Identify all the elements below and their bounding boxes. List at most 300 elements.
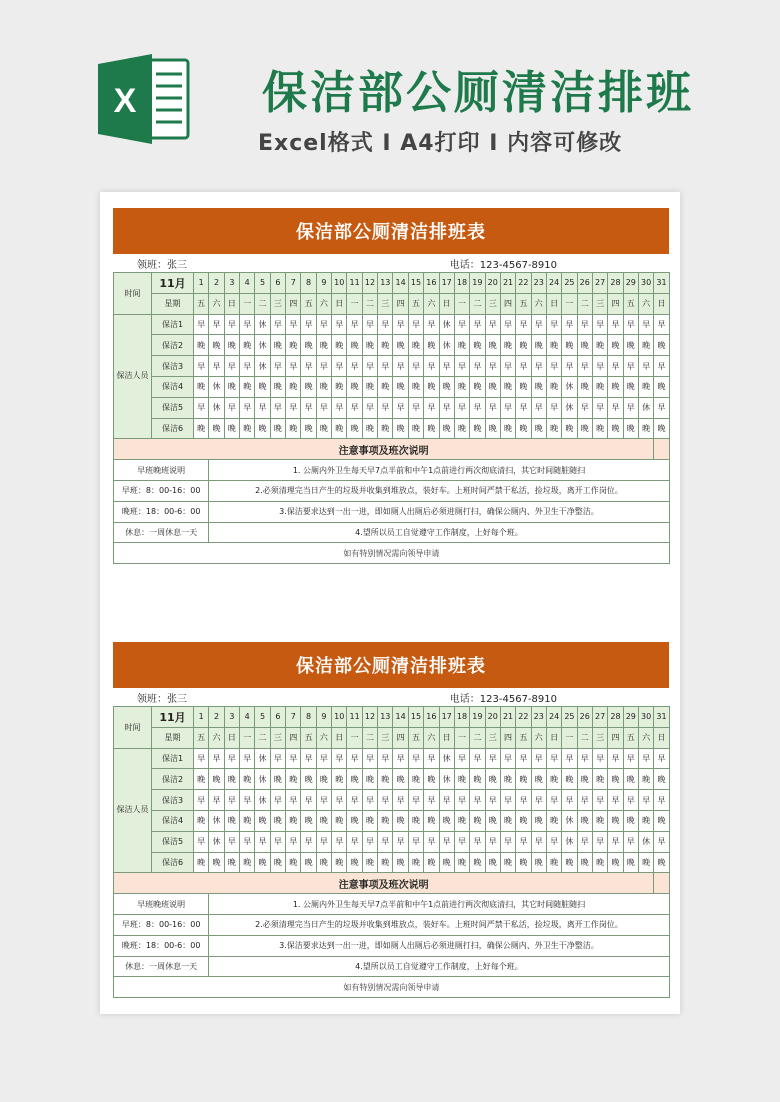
meta-row	[113, 254, 669, 272]
shift-cell: 早	[608, 748, 623, 769]
weekday-cell: 五	[408, 727, 423, 748]
day-cell: 25	[562, 707, 577, 728]
weekday-cell: 四	[500, 293, 515, 314]
shift-cell: 晚	[608, 335, 623, 356]
shift-cell: 晚	[378, 376, 393, 397]
shift-cell: 晚	[301, 376, 316, 397]
shift-cell: 晚	[592, 335, 607, 356]
shift-cell: 晚	[546, 418, 561, 439]
staff-name: 保洁2	[152, 769, 194, 790]
shift-cell: 晚	[500, 376, 515, 397]
shift-cell: 早	[408, 790, 423, 811]
shift-cell: 早	[439, 356, 454, 377]
shift-cell: 晚	[577, 335, 592, 356]
shift-cell: 晚	[562, 335, 577, 356]
note-label: 早班：8：00-16：00	[114, 914, 209, 935]
shift-cell: 晚	[531, 852, 546, 873]
shift-cell: 晚	[347, 810, 362, 831]
shift-cell: 早	[546, 314, 561, 335]
day-cell: 8	[301, 273, 316, 294]
day-cell: 5	[255, 707, 270, 728]
note-text: 1. 公厕内外卫生每天早7点半前和中午1点前进行两次彻底清扫，其它时间随脏随扫	[209, 460, 669, 481]
weekday-cell: 二	[362, 293, 377, 314]
notes-title: 注意事项及班次说明	[114, 873, 654, 894]
staff-group-label: 保洁人员	[114, 314, 152, 439]
shift-cell: 早	[270, 314, 285, 335]
shift-cell: 早	[378, 314, 393, 335]
shift-cell: 早	[255, 831, 270, 852]
shift-cell: 晚	[347, 376, 362, 397]
shift-cell: 早	[516, 314, 531, 335]
shift-cell: 晚	[270, 376, 285, 397]
note-label: 早班晚班说明	[114, 894, 209, 915]
shift-cell: 休	[638, 397, 653, 418]
table-row	[114, 831, 670, 852]
shift-cell: 晚	[362, 810, 377, 831]
shift-cell: 晚	[270, 335, 285, 356]
shift-cell: 早	[485, 356, 500, 377]
day-cell: 2	[209, 707, 224, 728]
shift-cell: 早	[562, 790, 577, 811]
shift-cell: 晚	[240, 418, 255, 439]
weekday-cell: 五	[623, 727, 638, 748]
shift-cell: 晚	[424, 769, 439, 790]
shift-cell: 晚	[286, 810, 301, 831]
shift-cell: 晚	[270, 810, 285, 831]
shift-cell: 早	[516, 748, 531, 769]
shift-cell: 晚	[240, 376, 255, 397]
shift-cell: 晚	[194, 852, 209, 873]
shift-cell: 晚	[301, 852, 316, 873]
shift-cell: 早	[592, 397, 607, 418]
weekday-cell: 四	[500, 727, 515, 748]
shift-cell: 休	[255, 335, 270, 356]
day-cell: 14	[393, 707, 408, 728]
weekday-cell: 四	[608, 293, 623, 314]
shift-cell: 晚	[316, 769, 331, 790]
day-cell: 30	[638, 273, 653, 294]
note-text: 2.必须清理完当日产生的垃圾并收集到堆放点，装好车。上班时间严禁干私活，捡垃圾，离开工作岗位。	[209, 480, 669, 501]
shift-cell: 早	[638, 748, 653, 769]
shift-cell: 晚	[592, 418, 607, 439]
shift-cell: 早	[516, 790, 531, 811]
weekday-cell: 二	[470, 293, 485, 314]
shift-cell: 早	[316, 314, 331, 335]
shift-cell: 早	[608, 314, 623, 335]
shift-cell: 晚	[362, 769, 377, 790]
day-cell: 24	[546, 273, 561, 294]
shift-cell: 晚	[316, 376, 331, 397]
shift-cell: 早	[638, 314, 653, 335]
weekday-cell: 一	[347, 727, 362, 748]
day-cell: 2	[209, 273, 224, 294]
note-row	[114, 894, 670, 915]
weekday-cell: 四	[393, 293, 408, 314]
shift-cell: 晚	[577, 376, 592, 397]
note-text: 2.必须清理完当日产生的垃圾并收集到堆放点，装好车。上班时间严禁干私活，捡垃圾，离开工作岗位。	[209, 914, 669, 935]
note-row	[114, 914, 670, 935]
shift-cell: 晚	[270, 769, 285, 790]
weekday-cell: 六	[638, 727, 653, 748]
weekday-label: 星期	[152, 727, 194, 748]
weekday-cell: 三	[270, 727, 285, 748]
page-title: 保洁部公厕清洁排班	[262, 66, 695, 119]
shift-cell: 晚	[301, 335, 316, 356]
shift-cell: 早	[500, 831, 515, 852]
table-row	[114, 314, 670, 335]
shift-cell: 休	[638, 831, 653, 852]
shift-cell: 早	[224, 397, 239, 418]
weekday-cell: 五	[301, 293, 316, 314]
day-cell: 23	[531, 273, 546, 294]
shift-cell: 早	[301, 397, 316, 418]
shift-cell: 早	[516, 831, 531, 852]
shift-cell: 晚	[485, 335, 500, 356]
shift-cell: 早	[224, 314, 239, 335]
table-row	[114, 335, 670, 356]
shift-cell: 晚	[500, 769, 515, 790]
weekday-cell: 五	[516, 727, 531, 748]
shift-cell: 早	[562, 314, 577, 335]
shift-cell: 休	[439, 335, 454, 356]
shift-cell: 晚	[347, 418, 362, 439]
shift-cell: 晚	[654, 335, 669, 356]
shift-cell: 晚	[546, 335, 561, 356]
shift-cell: 早	[454, 790, 469, 811]
shift-cell: 晚	[362, 418, 377, 439]
shift-cell: 早	[623, 831, 638, 852]
shift-cell: 晚	[393, 852, 408, 873]
shift-cell: 早	[408, 397, 423, 418]
shift-cell: 晚	[562, 418, 577, 439]
shift-cell: 早	[500, 356, 515, 377]
note-row	[114, 460, 670, 481]
shift-cell: 早	[301, 748, 316, 769]
shift-cell: 早	[240, 397, 255, 418]
shift-cell: 晚	[592, 376, 607, 397]
day-cell: 27	[592, 707, 607, 728]
table-row	[114, 356, 670, 377]
shift-cell: 早	[500, 314, 515, 335]
shift-cell: 晚	[424, 335, 439, 356]
shift-cell: 早	[316, 790, 331, 811]
shift-cell: 休	[255, 356, 270, 377]
shift-cell: 早	[454, 397, 469, 418]
weekday-cell: 二	[577, 293, 592, 314]
weekday-cell: 日	[546, 293, 561, 314]
shift-cell: 早	[270, 831, 285, 852]
day-cell: 21	[500, 707, 515, 728]
shift-cell: 晚	[301, 810, 316, 831]
shift-cell: 早	[224, 748, 239, 769]
staff-name: 保洁4	[152, 376, 194, 397]
shift-cell: 晚	[485, 810, 500, 831]
shift-cell: 晚	[531, 418, 546, 439]
shift-cell: 早	[608, 397, 623, 418]
note-label: 早班：8：00-16：00	[114, 480, 209, 501]
day-cell: 22	[516, 707, 531, 728]
shift-cell: 晚	[500, 335, 515, 356]
shift-cell: 休	[439, 769, 454, 790]
shift-cell: 晚	[286, 335, 301, 356]
weekday-row	[114, 293, 670, 314]
shift-cell: 晚	[209, 852, 224, 873]
shift-cell: 早	[623, 790, 638, 811]
shift-cell: 早	[439, 831, 454, 852]
staff-name: 保洁5	[152, 397, 194, 418]
shift-cell: 早	[485, 314, 500, 335]
weekday-cell: 五	[301, 727, 316, 748]
weekday-cell: 三	[378, 293, 393, 314]
shift-cell: 休	[255, 769, 270, 790]
shift-cell: 早	[470, 790, 485, 811]
shift-cell: 早	[194, 314, 209, 335]
weekday-cell: 日	[224, 727, 239, 748]
shift-cell: 晚	[255, 810, 270, 831]
shift-cell: 早	[485, 748, 500, 769]
shift-cell: 晚	[393, 376, 408, 397]
weekday-cell: 日	[332, 727, 347, 748]
weekday-cell: 二	[470, 727, 485, 748]
note-row	[114, 935, 670, 956]
shift-cell: 早	[362, 397, 377, 418]
shift-cell: 早	[378, 748, 393, 769]
shift-cell: 早	[209, 790, 224, 811]
shift-cell: 早	[378, 356, 393, 377]
shift-cell: 早	[623, 314, 638, 335]
shift-cell: 早	[439, 397, 454, 418]
day-cell: 11	[347, 273, 362, 294]
shift-cell: 晚	[408, 418, 423, 439]
shift-cell: 晚	[424, 810, 439, 831]
shift-cell: 晚	[378, 335, 393, 356]
shift-cell: 早	[270, 790, 285, 811]
shift-cell: 晚	[378, 810, 393, 831]
shift-cell: 晚	[623, 376, 638, 397]
shift-cell: 早	[408, 748, 423, 769]
shift-cell: 早	[470, 748, 485, 769]
shift-cell: 早	[470, 314, 485, 335]
note-text: 3.保洁要求达到一出一进，即如厕人出厕后必须进厕打扫，确保公厕内、外卫生干净整洁。	[209, 935, 669, 956]
staff-name: 保洁3	[152, 356, 194, 377]
shift-cell: 晚	[316, 418, 331, 439]
shift-cell: 早	[454, 831, 469, 852]
shift-cell: 晚	[638, 852, 653, 873]
shift-cell: 早	[623, 397, 638, 418]
shift-cell: 早	[623, 748, 638, 769]
shift-cell: 晚	[531, 335, 546, 356]
shift-cell: 晚	[362, 335, 377, 356]
shift-cell: 晚	[638, 376, 653, 397]
table-row	[114, 376, 670, 397]
shift-cell: 早	[500, 397, 515, 418]
shift-cell: 晚	[286, 769, 301, 790]
day-cell: 7	[286, 273, 301, 294]
note-text: 4.望所以员工自觉遵守工作制度，上好每个班。	[209, 956, 669, 977]
meta-row	[113, 688, 669, 706]
shift-cell: 晚	[378, 769, 393, 790]
shift-cell: 早	[577, 356, 592, 377]
weekday-cell: 三	[270, 293, 285, 314]
shift-cell: 早	[439, 790, 454, 811]
note-text: 4.望所以员工自觉遵守工作制度，上好每个班。	[209, 522, 669, 543]
day-cell: 4	[240, 707, 255, 728]
shift-cell: 晚	[408, 810, 423, 831]
shift-cell: 晚	[194, 418, 209, 439]
shift-cell: 早	[546, 748, 561, 769]
weekday-cell: 一	[454, 727, 469, 748]
shift-cell: 晚	[454, 418, 469, 439]
shift-cell: 晚	[562, 769, 577, 790]
shift-cell: 早	[378, 831, 393, 852]
shift-cell: 晚	[316, 335, 331, 356]
shift-cell: 休	[562, 397, 577, 418]
shift-cell: 晚	[347, 769, 362, 790]
shift-cell: 早	[592, 790, 607, 811]
day-cell: 17	[439, 273, 454, 294]
shift-cell: 休	[439, 748, 454, 769]
sheet-title: 保洁部公厕清洁排班表	[113, 642, 669, 688]
shift-cell: 晚	[470, 810, 485, 831]
notes-header-end	[654, 873, 669, 894]
weekday-cell: 一	[562, 293, 577, 314]
shift-cell: 晚	[255, 376, 270, 397]
weekday-cell: 四	[286, 727, 301, 748]
shift-cell: 早	[286, 831, 301, 852]
shift-cell: 早	[332, 790, 347, 811]
shift-cell: 早	[286, 748, 301, 769]
shift-cell: 晚	[485, 418, 500, 439]
shift-cell: 晚	[439, 418, 454, 439]
shift-cell: 早	[531, 397, 546, 418]
day-cell: 13	[378, 273, 393, 294]
shift-cell: 早	[531, 314, 546, 335]
note-text: 1. 公厕内外卫生每天早7点半前和中午1点前进行两次彻底清扫，其它时间随脏随扫	[209, 894, 669, 915]
shift-cell: 晚	[531, 769, 546, 790]
shift-cell: 晚	[424, 418, 439, 439]
schedule-table	[113, 272, 670, 564]
shift-cell: 晚	[362, 376, 377, 397]
shift-cell: 早	[301, 314, 316, 335]
weekday-cell: 四	[393, 727, 408, 748]
table-row	[114, 418, 670, 439]
table-row	[114, 748, 670, 769]
shift-cell: 晚	[485, 852, 500, 873]
weekday-cell: 日	[654, 727, 669, 748]
day-cell: 13	[378, 707, 393, 728]
shift-cell: 早	[362, 831, 377, 852]
shift-cell: 早	[270, 397, 285, 418]
phone-label: 电话：123-4567-8910	[449, 259, 557, 271]
notes-header-end	[654, 439, 669, 460]
shift-cell: 早	[209, 314, 224, 335]
shift-cell: 早	[516, 397, 531, 418]
shift-cell: 早	[531, 748, 546, 769]
weekday-cell: 二	[577, 727, 592, 748]
shift-cell: 早	[546, 790, 561, 811]
shift-cell: 晚	[347, 852, 362, 873]
shift-cell: 早	[408, 831, 423, 852]
shift-cell: 早	[531, 356, 546, 377]
day-cell: 3	[224, 273, 239, 294]
shift-cell: 早	[316, 397, 331, 418]
shift-cell: 晚	[224, 769, 239, 790]
shift-cell: 晚	[194, 810, 209, 831]
shift-cell: 早	[332, 397, 347, 418]
shift-cell: 早	[362, 356, 377, 377]
shift-cell: 早	[209, 748, 224, 769]
shift-cell: 晚	[592, 852, 607, 873]
day-cell: 24	[546, 707, 561, 728]
shift-cell: 早	[654, 748, 669, 769]
time-label: 时间	[114, 707, 152, 749]
shift-cell: 晚	[516, 335, 531, 356]
shift-cell: 晚	[454, 335, 469, 356]
day-cell: 31	[654, 707, 669, 728]
excel-logo-icon	[98, 50, 190, 148]
weekday-cell: 三	[485, 293, 500, 314]
day-cell: 15	[408, 707, 423, 728]
staff-name: 保洁6	[152, 852, 194, 873]
weekday-cell: 六	[638, 293, 653, 314]
note-row	[114, 522, 670, 543]
shift-cell: 晚	[516, 810, 531, 831]
table-row	[114, 852, 670, 873]
weekday-cell: 六	[209, 293, 224, 314]
note-label: 早班晚班说明	[114, 460, 209, 481]
shift-cell: 早	[608, 790, 623, 811]
footnote-row	[114, 977, 670, 998]
shift-cell: 早	[316, 356, 331, 377]
shift-cell: 晚	[240, 852, 255, 873]
shift-cell: 晚	[654, 376, 669, 397]
shift-cell: 晚	[332, 376, 347, 397]
weekday-cell: 四	[286, 293, 301, 314]
shift-cell: 晚	[209, 418, 224, 439]
shift-cell: 早	[378, 397, 393, 418]
shift-cell: 早	[393, 748, 408, 769]
notes-header-row	[114, 873, 670, 894]
shift-cell: 早	[577, 748, 592, 769]
day-cell: 11	[347, 707, 362, 728]
shift-cell: 早	[516, 356, 531, 377]
month-label: 11月	[152, 707, 194, 728]
shift-cell: 早	[485, 397, 500, 418]
shift-cell: 晚	[408, 376, 423, 397]
day-cell: 20	[485, 273, 500, 294]
shift-cell: 晚	[286, 376, 301, 397]
table-row	[114, 397, 670, 418]
shift-cell: 休	[209, 810, 224, 831]
shift-cell: 早	[577, 397, 592, 418]
shift-cell: 晚	[454, 376, 469, 397]
day-cell: 12	[362, 273, 377, 294]
shift-cell: 晚	[470, 335, 485, 356]
shift-cell: 晚	[454, 769, 469, 790]
shift-cell: 早	[347, 314, 362, 335]
day-cell: 6	[270, 707, 285, 728]
staff-name: 保洁1	[152, 748, 194, 769]
shift-cell: 早	[347, 831, 362, 852]
shift-cell: 早	[500, 790, 515, 811]
shift-cell: 早	[347, 356, 362, 377]
shift-cell: 晚	[255, 852, 270, 873]
weekday-cell: 六	[209, 727, 224, 748]
shift-cell: 晚	[470, 418, 485, 439]
shift-cell: 早	[577, 314, 592, 335]
shift-cell: 早	[531, 831, 546, 852]
shift-cell: 晚	[623, 418, 638, 439]
